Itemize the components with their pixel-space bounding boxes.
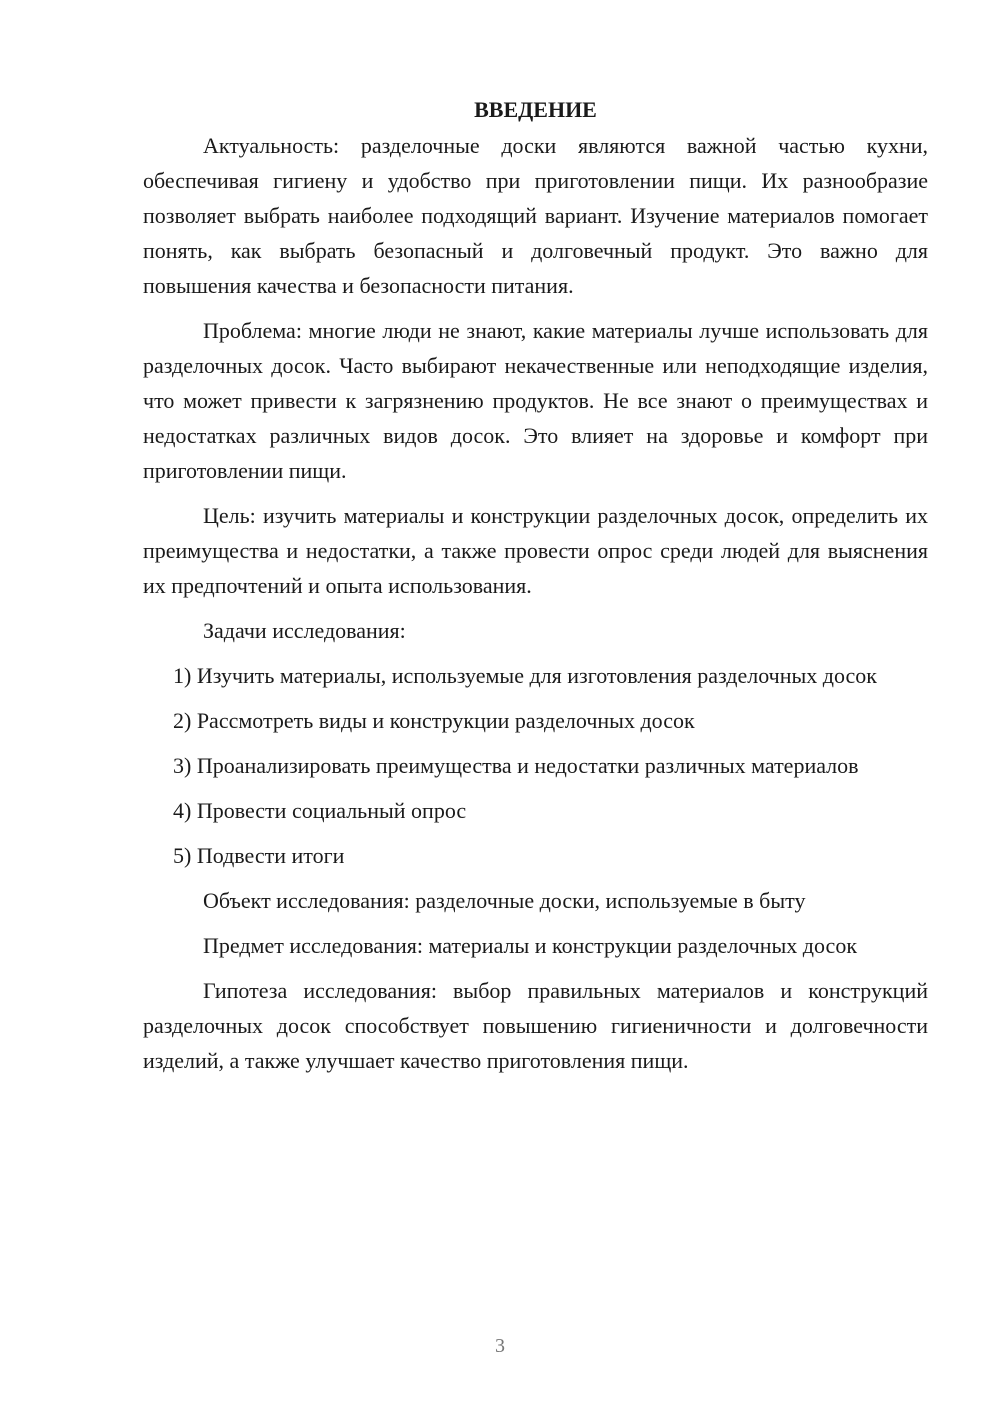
hypothesis-paragraph: Гипотеза исследования: выбор правильных материалов и конструкций разделочных досок способствует повышению гигиеничности и долговечности изделий, а также улучшает качество приготовления пищи.	[143, 978, 928, 1073]
page-number: 3	[495, 1335, 505, 1357]
page-title: ВВЕДЕНИЕ	[474, 97, 597, 122]
object-paragraph: Объект исследования: разделочные доски, используемые в быту	[203, 888, 806, 913]
task-item: 1) Изучить материалы, используемые для изготовления разделочных досок	[173, 663, 877, 688]
subject-paragraph: Предмет исследования: материалы и конструкции разделочных досок	[203, 933, 858, 958]
tasks-heading: Задачи исследования:	[203, 618, 406, 643]
task-item: 2) Рассмотреть виды и конструкции разделочных досок	[173, 708, 695, 733]
problem-paragraph: Проблема: многие люди не знают, какие материалы лучше использовать для разделочных досок. Часто выбирают некачественные или неподходящие изделия, что может привести к загрязнению продуктов. Не все знают о преимуществах и недостатках различных видов досок. Это влияет на здоровье и комфорт при приготовлении пищи.	[143, 318, 928, 483]
relevance-paragraph: Актуальность: разделочные доски являются важной частью кухни, обеспечивая гигиену и удобство при приготовлении пищи. Их разнообразие позволяет выбрать наиболее подходящий вариант. Изучение материалов помогает понять, как выбрать безопасный и долговечный продукт. Это важно для повышения качества и безопасности питания.	[143, 133, 928, 298]
task-item: 4) Провести социальный опрос	[173, 798, 467, 823]
task-item: 5) Подвести итоги	[173, 843, 345, 868]
document-page	[143, 92, 928, 1078]
task-item: 3) Проанализировать преимущества и недостатки различных материалов	[173, 753, 859, 778]
goal-paragraph: Цель: изучить материалы и конструкции разделочных досок, определить их преимущества и недостатки, а также провести опрос среди людей для выяснения их предпочтений и опыта использования.	[143, 503, 928, 598]
